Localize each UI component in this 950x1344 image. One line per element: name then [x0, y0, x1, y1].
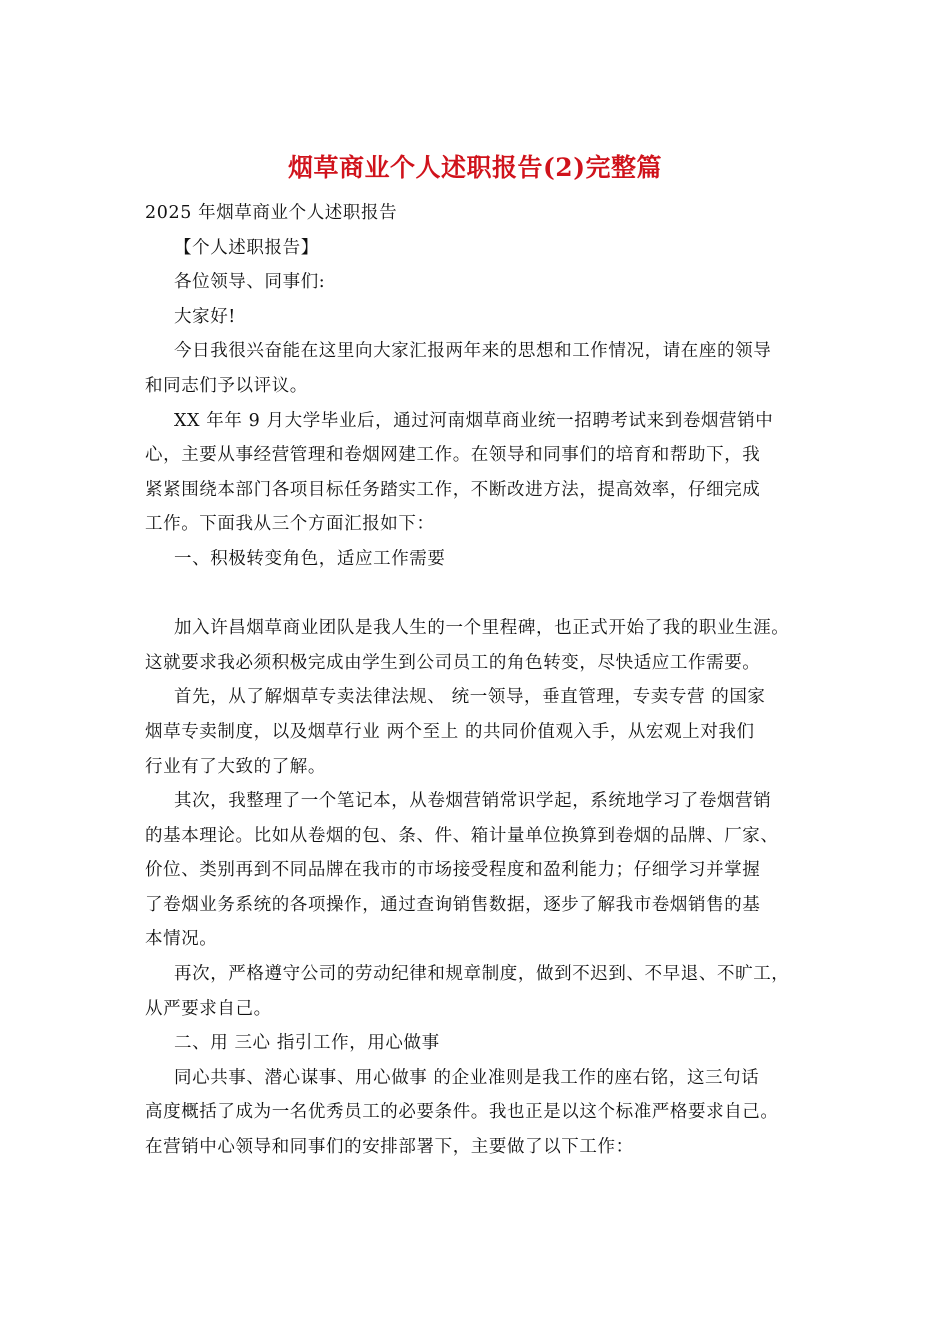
document-body	[145, 196, 825, 1165]
text-line: 这就要求我必须积极完成由学生到公司员工的角色转变，尽快适应工作需要。	[145, 652, 761, 673]
text-line: 价位、类别再到不同品牌在我市的市场接受程度和盈利能力；仔细学习并掌握	[145, 860, 761, 881]
text-line: 工作。下面我从三个方面汇报如下：	[145, 514, 435, 535]
text-line: 从严要求自己。	[145, 998, 272, 1019]
text-line: 二、用 三心 指引工作，用心做事	[174, 1033, 440, 1054]
text-line: 高度概括了成为一名优秀员工的必要条件。我也正是以这个标准严格要求自己。	[145, 1102, 779, 1123]
text-line: 和同志们予以评议。	[145, 375, 308, 396]
text-line: 烟草专卖制度，以及烟草行业 两个至上 的共同价值观入手，从宏观上对我们	[145, 721, 755, 742]
text-line: XX 年年 9 月大学毕业后，通过河南烟草商业统一招聘考试来到卷烟营销中	[174, 410, 774, 431]
text-line: 紧紧围绕本部门各项目标任务踏实工作，不断改进方法，提高效率，仔细完成	[145, 479, 761, 500]
text-line: 今日我很兴奋能在这里向大家汇报两年来的思想和工作情况，请在座的领导	[174, 341, 772, 362]
text-line: 大家好!	[174, 306, 236, 327]
text-line: 【个人述职报告】	[174, 237, 319, 258]
text-line: 心，主要从事经营管理和卷烟网建工作。在领导和同事们的培育和帮助下，我	[145, 445, 761, 466]
text-line: 再次，严格遵守公司的劳动纪律和规章制度，做到不迟到、不早退、不旷工，	[174, 964, 790, 985]
document-title: 烟草商业个人述职报告(2)完整篇	[287, 153, 663, 182]
text-line: 本情况。	[145, 929, 218, 950]
text-line: 同心共事、潜心谋事、用心做事 的企业准则是我工作的座右铭，这三句话	[174, 1067, 760, 1088]
text-line: 一、积极转变角色，适应工作需要	[174, 548, 446, 569]
text-line: 各位领导、同事们:	[174, 272, 326, 293]
text-line: 加入许昌烟草商业团队是我人生的一个里程碑，也正式开始了我的职业生涯。	[174, 618, 790, 639]
text-line: 2025 年烟草商业个人述职报告	[145, 203, 398, 223]
text-line: 行业有了大致的了解。	[145, 756, 326, 777]
text-line: 的基本理论。比如从卷烟的包、条、件、箱计量单位换算到卷烟的品牌、厂家、	[145, 825, 779, 846]
text-line: 了卷烟业务系统的各项操作，通过查询销售数据，逐步了解我市卷烟销售的基	[145, 894, 761, 915]
text-line: 其次，我整理了一个笔记本，从卷烟营销常识学起，系统地学习了卷烟营销	[174, 791, 772, 812]
text-line: 首先，从了解烟草专卖法律法规、 统一领导，垂直管理，专卖专营 的国家	[174, 687, 766, 708]
text-line: 在营销中心领导和同事们的安排部署下，主要做了以下工作：	[145, 1137, 634, 1158]
blank-line	[145, 577, 825, 612]
